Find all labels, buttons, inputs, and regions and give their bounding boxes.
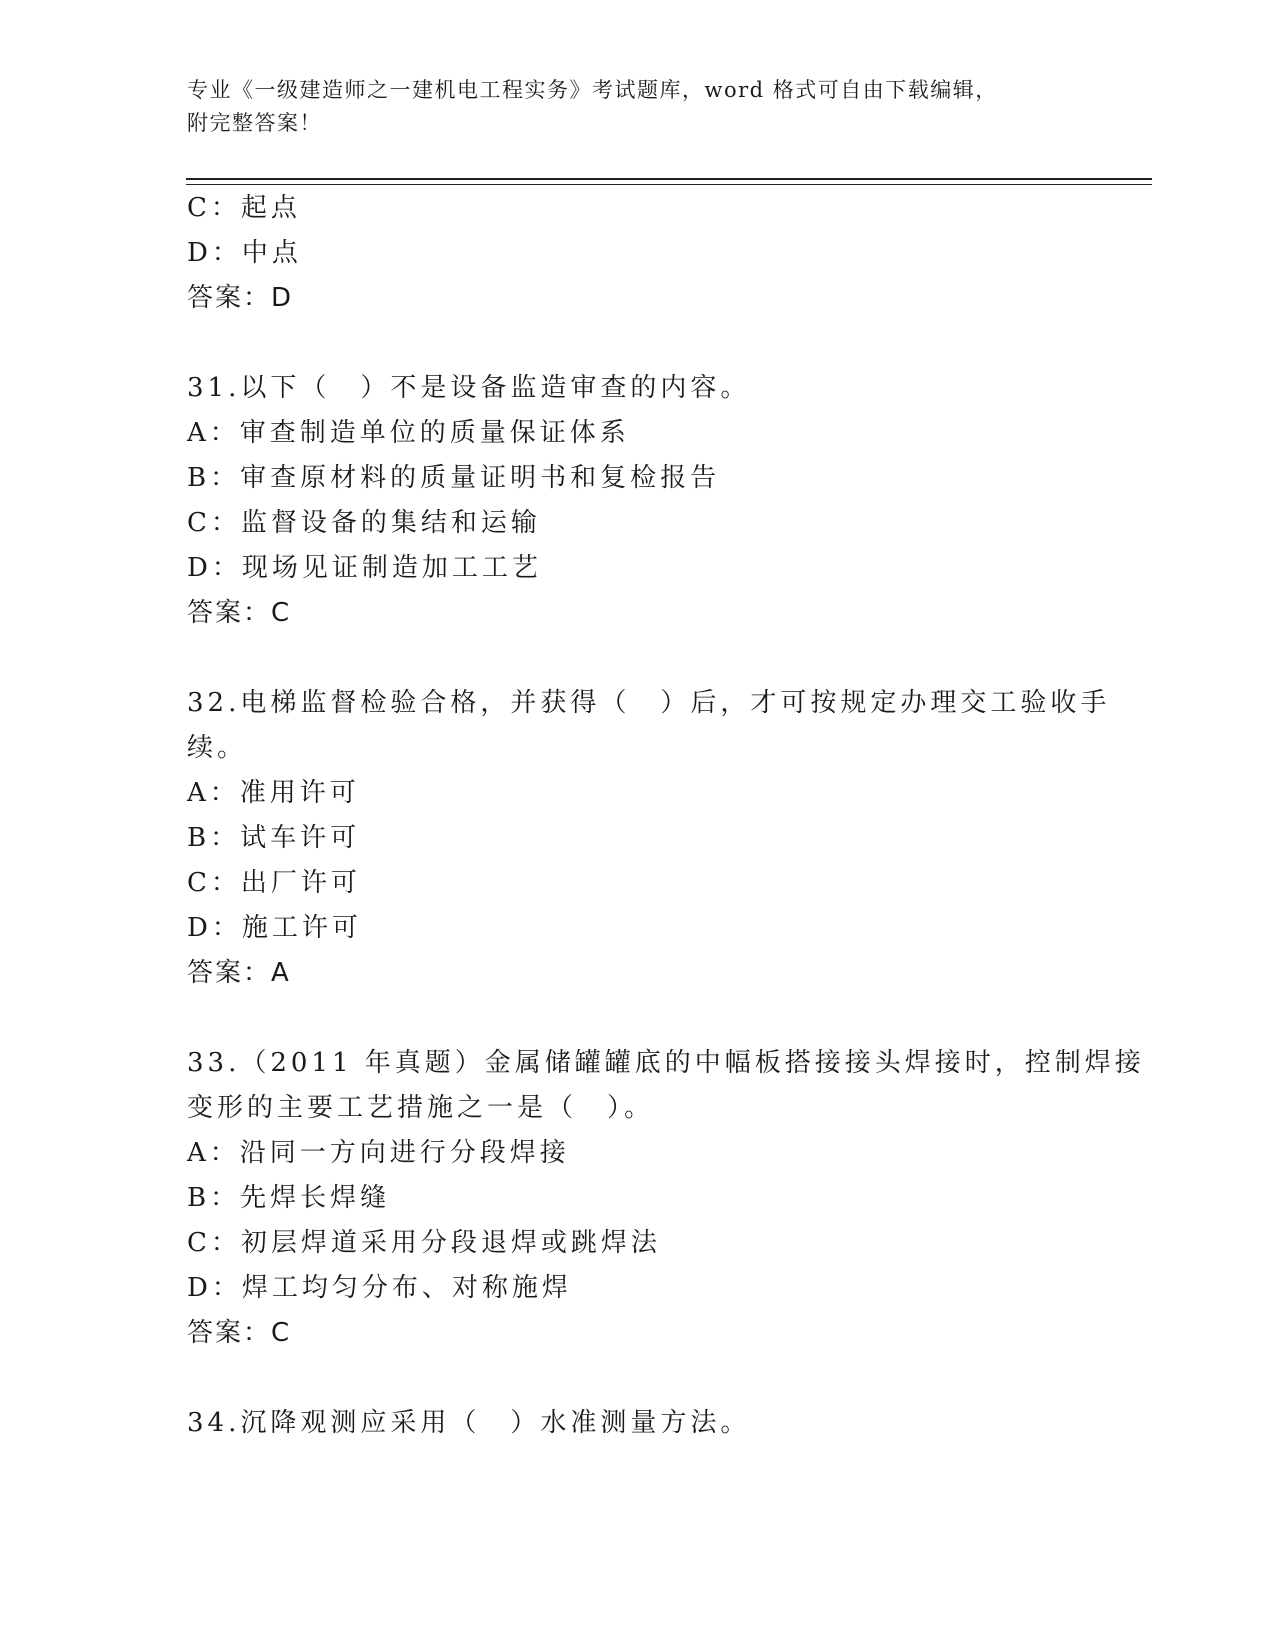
question-stem: 变形的主要工艺措施之一是（ ）。	[187, 1093, 655, 1123]
option-a: A：准用许可	[187, 778, 360, 808]
answer-label: 答案：C	[187, 598, 292, 628]
document-header	[187, 74, 1087, 140]
option-c: C：监督设备的集结和运输	[187, 508, 541, 538]
option-b: B：先焊长焊缝	[187, 1183, 391, 1213]
option-b: B：试车许可	[187, 823, 361, 853]
question-stem: 32.电梯监督检验合格，并获得（ ）后，才可按规定办理交工验收手	[187, 688, 1111, 718]
header-line: 专业《一级建造师之一建机电工程实务》考试题库，word 格式可自由下载编辑，	[187, 78, 998, 102]
option-d: D：现场见证制造加工工艺	[187, 553, 542, 583]
option-c: C：起点	[187, 193, 301, 223]
question-stem: 续。	[187, 733, 248, 763]
answer-label: 答案：A	[187, 958, 291, 988]
option-c: C：初层焊道采用分段退焊或跳焊法	[187, 1228, 661, 1258]
answer-label: 答案：D	[187, 283, 294, 313]
option-c: C：出厂许可	[187, 868, 361, 898]
question-stem: 33.（2011 年真题）金属储罐罐底的中幅板搭接接头焊接时，控制焊接	[187, 1048, 1145, 1078]
option-a: A：审查制造单位的质量保证体系	[187, 418, 630, 448]
option-a: A：沿同一方向进行分段焊接	[187, 1138, 570, 1168]
header-line: 附完整答案！	[187, 111, 322, 135]
question-stem: 31.以下（ ）不是设备监造审查的内容。	[187, 373, 751, 403]
option-d: D：施工许可	[187, 913, 362, 943]
option-d: D：焊工均匀分布、对称施焊	[187, 1273, 572, 1303]
option-b: B：审查原材料的质量证明书和复检报告	[187, 463, 721, 493]
question-stem: 34.沉降观测应采用（ ）水准测量方法。	[187, 1408, 751, 1438]
answer-label: 答案：C	[187, 1318, 292, 1348]
option-d: D：中点	[187, 238, 302, 268]
header-divider	[186, 178, 1152, 185]
